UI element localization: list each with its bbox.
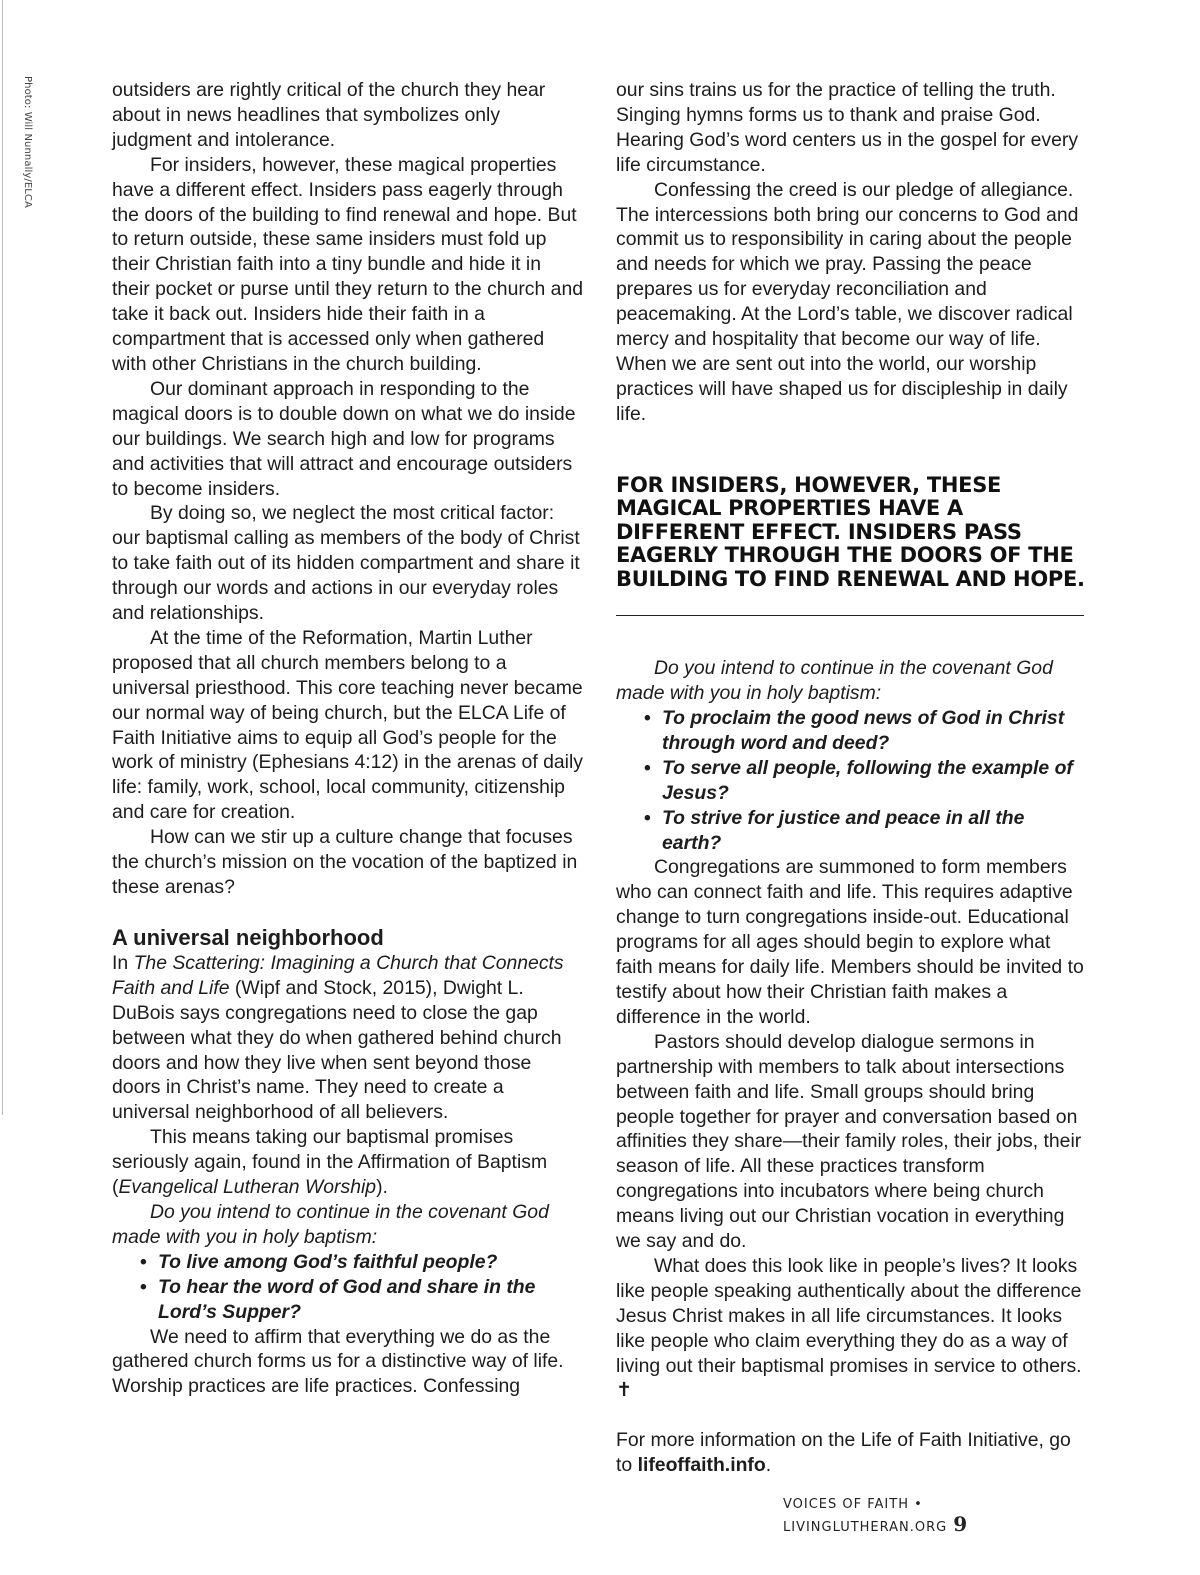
section-heading: A universal neighborhood — [112, 924, 384, 950]
text-run: This means taking our baptismal promises seriously again, found in the Affirmation of Baptism ( — [112, 1126, 548, 1199]
paragraph: Our dominant approach in responding to the magical doors is to double down on what we do inside our buildings. We search high and low for programs and activities that will attract and encourage outsiders to become insiders. — [112, 377, 576, 500]
list-item: • To serve all people, following the example of Jesus? — [644, 756, 1086, 806]
list-item: • To strive for justice and peace in all the earth? — [644, 806, 1086, 856]
divider — [616, 615, 1084, 616]
page-edge-line — [2, 0, 3, 1115]
paragraph — [112, 1125, 584, 1200]
paragraph: our sins trains us for the practice of telling the truth. Singing hymns forms us to thank and praise God. Hearing God’s word centers us in the gospel for every life circumstance. — [616, 79, 1079, 176]
text-run: ). — [376, 1176, 388, 1199]
website-link[interactable]: lifeoffaith.info — [637, 1454, 766, 1477]
photo-credit: Photo: Will Nunnally/ELCA — [22, 76, 33, 208]
promise-list — [616, 706, 1086, 855]
paragraph: We need to affirm that everything we do as the gathered church forms us for a distinctive way of life. Worship practices are life practices. Confessing — [112, 1325, 564, 1398]
list-item: • To live among God’s faithful people? — [140, 1250, 584, 1275]
page-footer — [783, 1497, 1083, 1536]
book-title: The Scattering: Imagining a Church that Connects Faith and Life — [112, 951, 564, 999]
pull-quote: FOR INSIDERS, HOWEVER, THESE MAGICAL PROPERTIES HAVE A DIFFERENT EFFECT. INSIDERS PASS EAGERLY THROUGH THE DOORS OF THE BUILDING TO FIND RENEWAL AND HOPE. — [616, 472, 1085, 591]
baptism-question: Do you intend to continue in the covenant God made with you in holy baptism: — [616, 657, 1053, 705]
text-run: In — [112, 951, 134, 974]
left-column — [112, 78, 584, 1399]
spacer — [616, 1403, 1086, 1428]
paragraph: For insiders, however, these magical properties have a different effect. Insiders pass eagerly through the doors of the building to find renewal and hope. But to return outside, these same insiders must fold up their Christian faith into a tiny bundle and hide it in their pocket or purse until they return to the church and take it back out. Insiders hide their faith in a compartment that is accessed only when gathered with other Christians in the church building. — [112, 153, 584, 375]
text-run: . — [765, 1454, 772, 1477]
list-item: • To hear the word of God and share in the Lord’s Supper? — [140, 1275, 584, 1325]
list-item: • To proclaim the good news of God in Christ through word and deed? — [644, 706, 1086, 756]
paragraph: Pastors should develop dialogue sermons in partnership with members to talk about intersections between faith and life. Small groups should bring people together for prayer and conversation based on affinities they share—their family roles, their jobs, their season of life. All these practices transform congregations into incubators where being church means living out our Christian vocation in everything we say and do. — [616, 1030, 1082, 1253]
paragraph: How can we stir up a culture change that focuses the church’s mission on the vocation of the baptized in these arenas? — [112, 826, 578, 898]
promise-list — [112, 1250, 584, 1325]
right-column — [616, 78, 1086, 1478]
info-paragraph — [616, 1428, 1086, 1478]
book-title: Evangelical Lutheran Worship — [118, 1176, 377, 1199]
paragraph — [112, 951, 584, 1125]
text-run: (Wipf and Stock, 2015), Dwight L. DuBois says congregations need to close the gap between what they do when gathered behind church doors and how they live when sent beyond those doors in Christ’s name. They need to create a universal neighborhood of all believers. — [112, 976, 562, 1124]
paragraph: At the time of the Reformation, Martin Luther proposed that all church members belong to a universal priesthood. This core teaching never became our normal way of being church, but the ELCA Life of Faith Initiative aims to equip all God’s people for the work of ministry (Ephesians 4:12) in the arenas of daily life: family, work, school, local community, citizenship and care for creation. — [112, 626, 583, 824]
text-run: For more information on the Life of Faith Initiative, go to — [616, 1429, 1071, 1477]
paragraph: By doing so, we neglect the most critical factor: our baptismal calling as members of the body of Christ to take faith out of its hidden compartment and share it through our words and actions in our everyday roles and relationships. — [112, 502, 580, 625]
paragraph: outsiders are rightly critical of the church they hear about in news headlines that symbolizes only judgment and intolerance. — [112, 79, 546, 151]
footer-text: VOICES OF FAITH • LIVINGLUTHERAN.ORG — [783, 1497, 948, 1535]
paragraph: Congregations are summoned to form members who can connect faith and life. This requires adaptive change to turn congregations inside-out. Educational programs for all ages should begin to explore what faith means for daily life. Members should be invited to testify about how their Christian faith makes a difference in the world. — [616, 856, 1084, 1028]
baptism-question: Do you intend to continue in the covenant God made with you in holy baptism: — [112, 1200, 549, 1248]
paragraph: What does this look like in people’s lives? It looks like people speaking authentically about the difference Jesus Christ makes in all life circumstances. It looks like people who claim everything they do as a way of living out their baptismal promises in service to others. ✝ — [616, 1254, 1082, 1402]
paragraph: Confessing the creed is our pledge of allegiance. The intercessions both bring our concerns to God and commit us to responsibility in caring about the people and needs for which we pray. Passing the peace prepares us for everyday reconciliation and peacemaking. At the Lord’s table, we discover radical mercy and hospitality that become our way of life. When we are sent out into the world, our worship practices will have shaped us for discipleship in daily life. — [616, 178, 1079, 425]
page-number: 9 — [953, 1512, 968, 1536]
